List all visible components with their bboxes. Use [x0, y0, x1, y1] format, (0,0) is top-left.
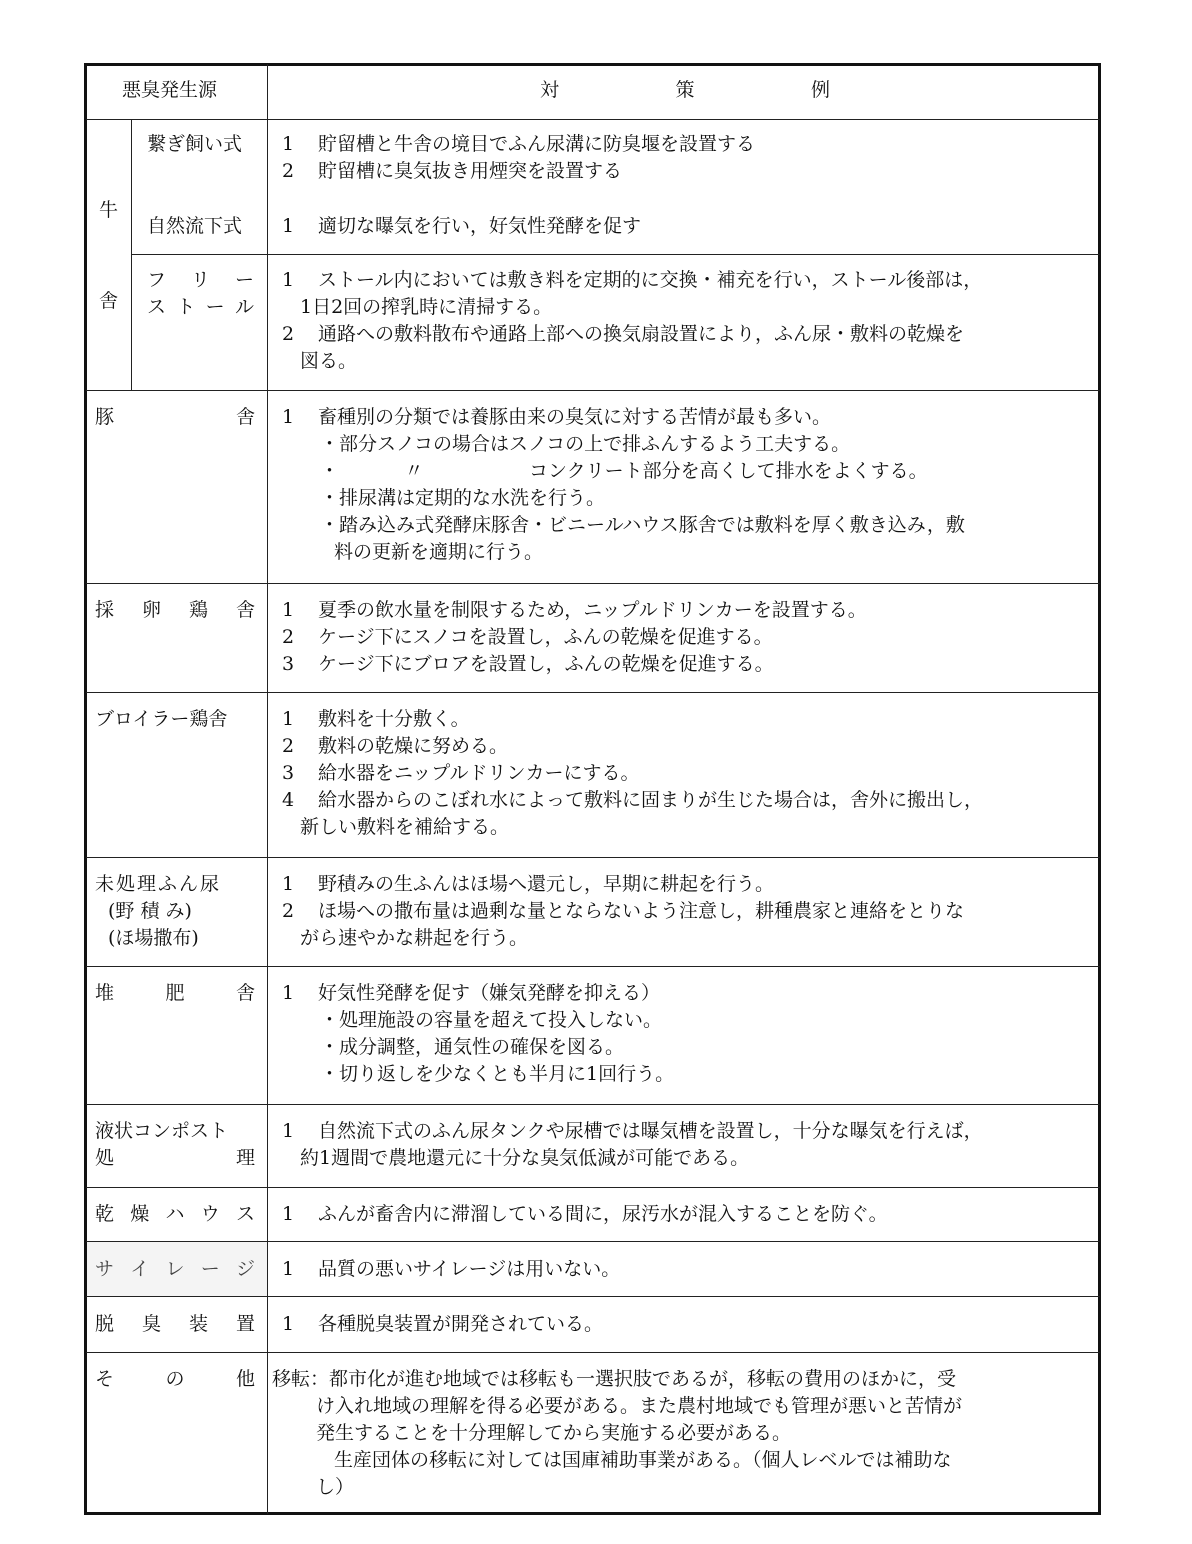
measure-line: 1 貯留槽と牛舎の境目でふん尿溝に防臭堰を設置する [282, 133, 756, 155]
measure-line: 3 給水器をニップルドリンカーにする。 [282, 762, 640, 784]
measure-line-cont: 図る。 [300, 350, 358, 372]
bullet-line-cont: 料の更新を適期に行う。 [334, 541, 544, 563]
bullet-line: ・踏み込み式発酵床豚舎・ビニールハウス豚舎では敷料を厚く敷き込み，敷 [320, 514, 965, 536]
row-divider [86, 857, 1100, 858]
header-char: 策 [675, 79, 695, 101]
manure-label-line3: (ほ場撒布) [108, 927, 199, 949]
compost-label: 堆 肥 舎 [95, 982, 255, 1004]
measure-line: 1 適切な曝気を行い，好気性発酵を促す [282, 215, 642, 237]
measure-line-cont: し） [316, 1476, 355, 1498]
manure-label-line1: 未処理ふん尿 [95, 873, 222, 895]
header-char: 例 [810, 79, 830, 101]
measure-line-cont: 1日2回の搾乳時に清掃する。 [300, 296, 553, 318]
bullet-line: ・部分スノコの場合はスノコの上で排ふんするよう工夫する。 [320, 433, 851, 455]
row-divider [86, 1296, 1100, 1297]
other-measures [272, 1366, 962, 1501]
measure-line-cont: 新しい敷料を補給する。 [300, 816, 510, 838]
freestall-measures [282, 267, 982, 375]
bullet-line: ・処理施設の容量を超えて投入しない。 [320, 1009, 663, 1031]
measure-line: 3 ケージ下にブロアを設置し，ふんの乾燥を促進する。 [282, 653, 774, 675]
row-divider [86, 692, 1100, 693]
measure-line: 1 畜種別の分類では養豚由来の臭気に対する苦情が最も多い。 [282, 406, 832, 428]
measure-line: 1 夏季の飲水量を制限するため，ニップルドリンカーを設置する。 [282, 599, 867, 621]
liquid-label-line2: 処 理 [95, 1147, 255, 1169]
row-divider [86, 966, 1100, 967]
row-divider [86, 1187, 1100, 1188]
tethered-measures [282, 131, 755, 185]
measure-line: 2 ほ場への撒布量は過剰な量とならないよう注意し，耕種農家と連絡をとりな [282, 900, 965, 922]
measure-line-cont: 発生することを十分理解してから実施する必要がある。 [316, 1422, 792, 1444]
header-char: 対 [540, 79, 560, 101]
liquid-measures [282, 1118, 983, 1172]
header-source: 悪臭発生源 [122, 79, 218, 101]
bullet-line: ・排尿溝は定期的な水洗を行う。 [320, 487, 606, 509]
measure-line: 1 ストール内においては敷き料を定期的に交換・補充を行い，ストール後部は， [282, 269, 983, 291]
row-divider [86, 390, 1100, 391]
measure-line: 1 自然流下式のふん尿タンクや尿槽では曝気槽を設置し，十分な曝気を行えば， [282, 1120, 983, 1142]
pig-label: 豚 舎 [95, 406, 255, 428]
liquid-label-line1: 液状コンポスト [95, 1120, 229, 1142]
header-measures [540, 77, 830, 104]
measure-line: 1 敷料を十分敷く。 [282, 708, 470, 730]
measure-line-cont: け入れ地域の理解を得る必要がある。また農村地域でも管理が悪いと苦情が [316, 1395, 963, 1417]
deodorizer-measures [282, 1311, 603, 1338]
measure-line: 1 ふんが畜舎内に滞溜している間に，尿汚水が混入することを防ぐ。 [282, 1203, 888, 1225]
broiler-label: ブロイラー鶏舎 [95, 708, 228, 730]
pig-measures [282, 404, 965, 566]
drying-measures [282, 1201, 888, 1228]
measure-line: 4 給水器からのこぼれ水によって敷料に固まりが生じた場合は，舎外に搬出し， [282, 789, 984, 811]
row-divider [86, 583, 1100, 584]
layer-label: 採 卵 鶏 舎 [95, 599, 255, 621]
other-label: そ の 他 [95, 1368, 255, 1390]
measure-line: 1 各種脱臭装置が開発されている。 [282, 1313, 604, 1335]
measure-line: 2 ケージ下にスノコを設置し，ふんの乾燥を促進する。 [282, 626, 773, 648]
deodorizer-label: 脱 臭 装 置 [95, 1313, 255, 1335]
bullet-line: ・成分調整，通気性の確保を図る。 [320, 1036, 625, 1058]
manure-measures [282, 871, 964, 952]
row-divider [86, 1352, 1100, 1353]
measure-line: 1 好気性発酵を促す（嫌気発酵を抑える） [282, 982, 661, 1004]
measure-line-cont: がら速やかな耕起を行う。 [300, 927, 529, 949]
measure-line: 1 野積みの生ふんはほ場へ還元し，早期に耕起を行う。 [282, 873, 775, 895]
measure-line-cont: 約1週間で農地還元に十分な臭気低減が可能である。 [300, 1147, 750, 1169]
bullet-line-ditto: ・ 〃 コンクリート部分を高くして排水をよくする。 [320, 460, 928, 482]
row-divider [131, 254, 1100, 255]
gravity-measures [282, 213, 641, 240]
compost-measures [282, 980, 674, 1088]
drying-label: 乾 燥 ハ ウ ス [95, 1203, 255, 1225]
measure-line: 2 貯留槽に臭気抜き用煙突を設置する [282, 160, 623, 182]
bullet-line: ・切り返しを少なくとも半月に1回行う。 [320, 1063, 675, 1085]
freestall-label-line2: ス ト ー ル [147, 296, 254, 318]
gravity-label: 自然流下式 [147, 215, 243, 237]
header-divider [86, 119, 1100, 120]
cattle-label-bottom: 舎 [99, 290, 119, 312]
measure-line-cont: 生産団体の移転に対しては国庫補助事業がある。（個人レベルでは補助な [334, 1449, 952, 1471]
measure-line: 2 敷料の乾燥に努める。 [282, 735, 509, 757]
cattle-label-top: 牛 [99, 199, 119, 221]
broiler-measures [282, 706, 983, 841]
tethered-label: 繋ぎ飼い式 [147, 133, 243, 155]
row-divider [86, 1104, 1100, 1105]
measure-line: 1 品質の悪いサイレージは用いない。 [282, 1258, 621, 1280]
measure-line: 移転：都市化が進む地域では移転も一選択肢であるが，移転の費用のほかに，受 [272, 1368, 957, 1390]
row-divider [86, 1241, 1100, 1242]
manure-label-line2: (野 積 み) [108, 900, 192, 922]
silage-measures [282, 1256, 620, 1283]
layer-measures [282, 597, 867, 678]
measure-line: 2 通路への敷料散布や通路上部への換気扇設置により，ふん尿・敷料の乾燥を [282, 323, 965, 345]
silage-label: サ イ レ ー ジ [95, 1258, 255, 1280]
freestall-label-line1: フ リ ー [147, 269, 254, 291]
